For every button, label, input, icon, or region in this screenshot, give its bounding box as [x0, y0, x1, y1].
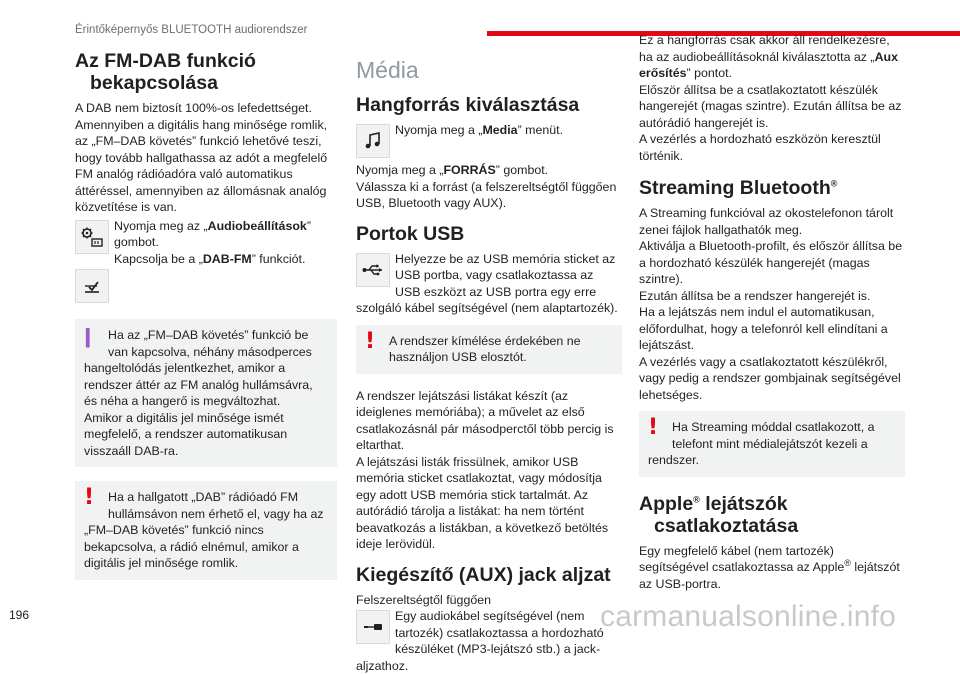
warning-text-dab: Ha a hallgatott „DAB” rádióadó FM hullámsávon nem érhető el, vagy ha az „FM–DAB követés” funkció nincs bekapcsolva, a rádió elnémul, amikor a digitális jel minősége romlik.: [84, 490, 324, 570]
warning-box-usb: [356, 325, 622, 374]
section-title-media: Média: [356, 57, 419, 83]
audio-settings-icon: [75, 220, 109, 254]
usb-playlist-paragraph: A rendszer lejátszási listákat készít (az ideiglenes memóriába); a művelet az első csatlakozásnál pár másodperctől több percig is eltarthat. A lejátszási listák frissülnek, amikor USB memória sticket csatlakoztat, vagy módosítja egy adott USB memória stick tartalmát. Az autórádió tárolja a listákat: ha nem történt beavatkozás a listákban, a következő betöltés ideje lerövidül.: [356, 388, 614, 551]
aux-heading: Kiegészítő (AUX) jack aljzat: [356, 563, 611, 586]
aux-equipment-note: Felszereltségtől függően: [356, 592, 492, 607]
source-step: Nyomja meg a „Media” menüt.: [356, 122, 622, 158]
warning-box-dab: [75, 481, 337, 580]
info-icon: ǀ: [84, 324, 92, 348]
checkbox-toggle-icon: [75, 269, 109, 303]
usb-heading: Portok USB: [356, 222, 465, 245]
aux-step: [356, 608, 622, 674]
column-2: [356, 50, 622, 674]
warning-text-bt: Ha Streaming móddal csatlakozott, a telefont mint médialejátszót kezeli a rendszer.: [648, 420, 875, 467]
bt-streaming-paragraph: A Streaming funkcióval az okostelefonon tárolt zenei fájlok hallgathatók meg. Aktiválja a Bluetooth-profilt, és először állítsa be a hordozható készülék hangerejét (magas szintre). Ezután állítsa be a rendszer hangerejét is. Ha a lejátszás nem indul el automatikusan, előfordulhat, hogy a telefonról kell elindítani a lejátszást. A vezérlés vagy a csatlakoztatott készülékről, vagy pedig a rendszer gombjainak segítségével lehetséges.: [639, 206, 903, 402]
fm-dab-intro: A DAB nem biztosít 100%-os lefedettséget. Amennyiben a digitális hang minősége romlik, az „FM–DAB követés” funkció lehetővé teszi, hogy tovább hallgathassa az adót a megfelelő FM analóg rádióadóra való automatikus áttéréssel, amennyiben az állomásnak analóg közvetítése is van.: [75, 101, 328, 214]
info-note-text: Ha az „FM–DAB követés” funkció be van kapcsolva, néhány másodperces hangeltolódás jelentkezhet, amikor a rendszer áttér az FM analóg hullámsávra, és néha a hangerő is megváltozhat. Amikor a digitális jel minősége ismét megfelelő, a rendszer automatikusan visszaáll DAB-ra.: [84, 328, 313, 458]
aux-gain-paragraph: Ez a hangforrás csak akkor áll rendelkezésre, ha az audiobeállításoknál kiválasztotta az „Aux erősítés” pontot. Először állítsa be a csatlakoztatott készülék hangerejét (magas szintre). Ezután állítsa be az autórádió hangerejét is. A vezérlés a hordozható eszközön keresztül történik.: [639, 33, 902, 163]
column-1: [75, 50, 337, 586]
column-3: [639, 32, 905, 592]
usb-icon: [356, 253, 390, 287]
jack-plug-icon: [356, 610, 390, 644]
music-note-icon: [356, 124, 390, 158]
aux-text: Egy audiokábel segítségével (nem tartozék) csatlakoztassa a hordozható készüléket (MP3-lejátszó stb.) a jack-aljzathoz.: [356, 609, 604, 673]
apple-heading: Apple® lejátszók csatlakoztatása: [639, 492, 799, 537]
info-note-box: [75, 319, 337, 467]
fm-dab-steps: [75, 218, 337, 304]
watermark: carmanualsonline.info: [600, 600, 897, 633]
usb-text: Helyezze be az USB memória sticket az USB portba, vagy csatlakoztassa az USB eszközt az USB portra egy erre szolgáló kábel segítségével (nem alaptartozék).: [356, 251, 618, 315]
usb-step: [356, 251, 622, 317]
step-dab-fm: Kapcsolja be a „DAB-FM” funkciót.: [114, 251, 306, 266]
warning-icon: !: [365, 328, 376, 354]
fm-dab-heading: Az FM-DAB funkció bekapcsolása: [75, 50, 256, 94]
warning-box-bt: [639, 411, 905, 477]
step-audio-settings: Nyomja meg az „Audiobeállítások” gombot.: [114, 218, 311, 249]
source-heading: Hangforrás kiválasztása: [356, 94, 580, 116]
apple-paragraph: Egy megfelelő kábel (nem tartozék) segítségével csatlakoztassa az Apple® lejátszót az USB-portra.: [639, 543, 900, 591]
running-header: Érintőképernyős BLUETOOTH audiorendszer: [75, 24, 308, 36]
warning-icon: !: [648, 415, 659, 440]
warning-icon: !: [84, 485, 95, 510]
warning-text-usb: A rendszer kímélése érdekében ne használjon USB elosztót.: [389, 333, 581, 364]
bt-streaming-heading: Streaming Bluetooth®: [639, 177, 838, 199]
page-number: 196: [9, 608, 30, 622]
source-paragraph: Nyomja meg a „FORRÁS” gombot. Válassza ki a forrást (a felszereltségtől függően USB, Bluetooth vagy AUX).: [356, 163, 617, 210]
